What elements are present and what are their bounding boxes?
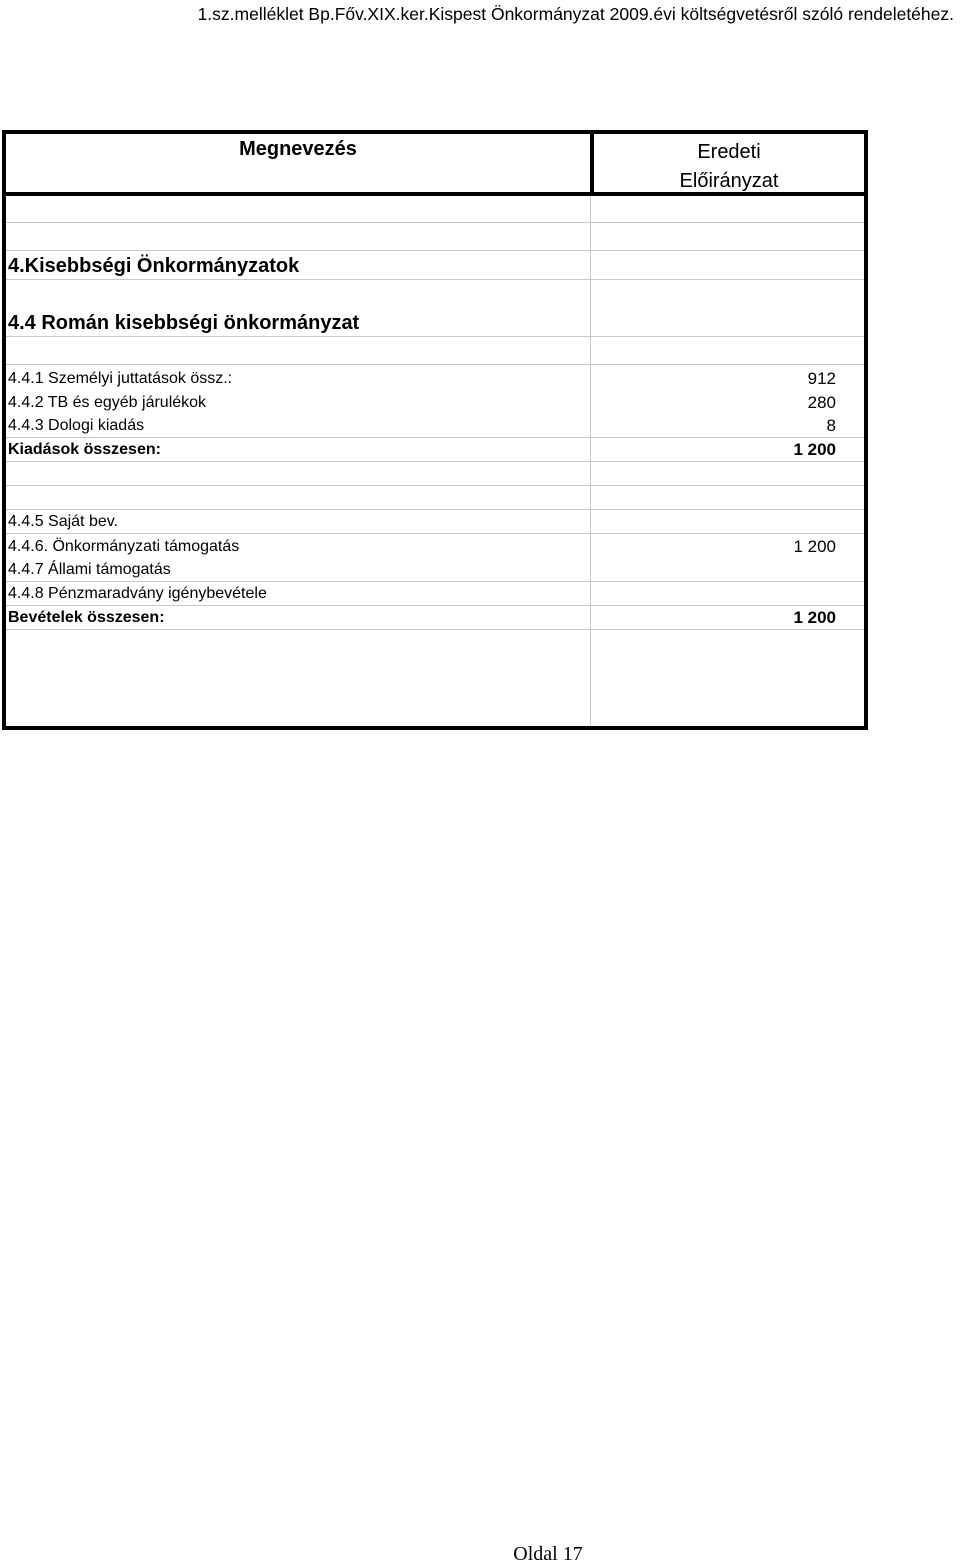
table-row: [6, 414, 864, 438]
budget-table: [2, 130, 868, 730]
row-value: 280: [807, 393, 836, 412]
column-header-value-line1: Eredeti: [697, 141, 761, 163]
row-label: 4.4.7 Állami támogatás: [8, 561, 171, 578]
table-row: [6, 223, 864, 251]
table-row: [6, 558, 864, 582]
table-row: [6, 390, 864, 414]
total-label: Bevételek összesen:: [8, 609, 165, 626]
table-row: [6, 438, 864, 462]
row-value: 8: [826, 416, 836, 435]
subsection-title: 4.4 Román kisebbségi önkormányzat: [8, 312, 360, 334]
table-row: [6, 534, 864, 558]
page-header: 1.sz.melléklet Bp.Főv.XIX.ker.Kispest Önkormányzat 2009.évi költségvetésről szóló rendeletéhez.: [197, 4, 954, 24]
table-row: [6, 280, 864, 337]
table-row: [6, 365, 864, 390]
row-label: 4.4.2 TB és egyéb járulékok: [8, 394, 207, 411]
row-label: 4.4.3 Dologi kiadás: [8, 417, 145, 434]
row-label: 4.4.5 Saját bev.: [8, 513, 118, 530]
table-row: [6, 196, 864, 223]
table-row: [6, 337, 864, 365]
row-value: 1 200: [793, 537, 836, 556]
total-value: 1 200: [793, 608, 836, 627]
row-value: 912: [807, 369, 836, 388]
row-label: 4.4.1 Személyi juttatások össz.:: [8, 370, 233, 387]
row-label: 4.4.8 Pénzmaradvány igénybevétele: [8, 585, 267, 602]
column-header-name: Megnevezés: [239, 138, 357, 160]
column-header-value: [594, 138, 864, 196]
table-row: [6, 251, 864, 280]
table-row: [6, 606, 864, 630]
table-row: [6, 582, 864, 606]
page-number: Oldal 17: [513, 1543, 583, 1565]
section-title: 4.Kisebbségi Önkormányzatok: [8, 255, 300, 277]
total-value: 1 200: [793, 440, 836, 459]
table-row: [6, 510, 864, 534]
table-row: [6, 486, 864, 510]
header-column-divider: [590, 134, 594, 192]
table-header-row: [6, 134, 864, 196]
table-row: [6, 630, 864, 726]
table-row: [6, 462, 864, 486]
row-label: 4.4.6. Önkormányzati támogatás: [8, 538, 240, 555]
column-header-value-line2: Előirányzat: [679, 170, 779, 192]
total-label: Kiadások összesen:: [8, 441, 161, 458]
